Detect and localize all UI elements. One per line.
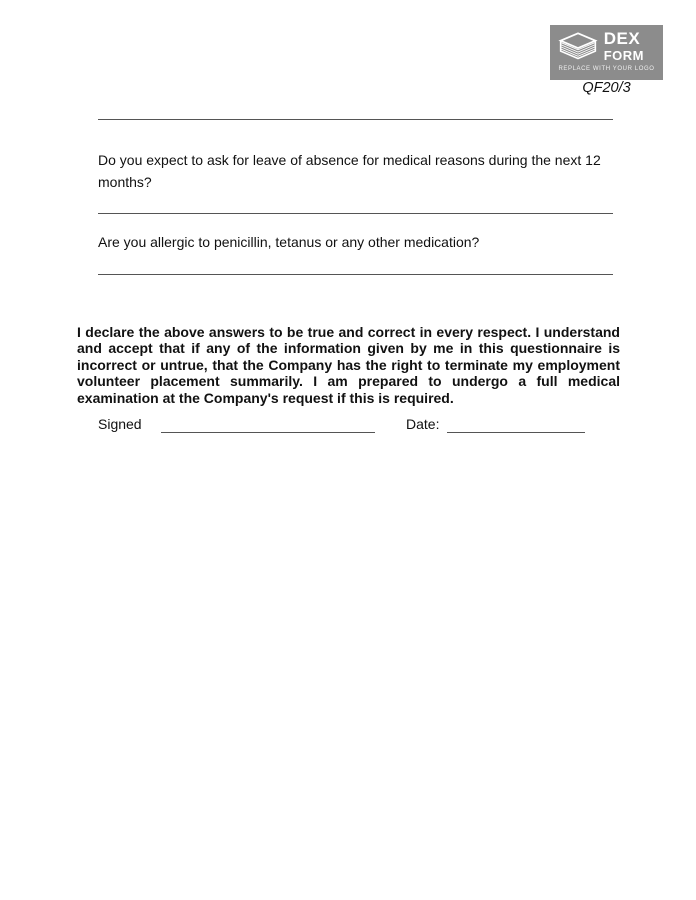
logo-tagline: REPLACE WITH YOUR LOGO xyxy=(558,66,655,72)
question-allergies: Are you allergic to penicillin, tetanus or any other medication? xyxy=(98,234,480,250)
answer-line-1[interactable] xyxy=(98,119,613,120)
date-label: Date: xyxy=(406,416,440,432)
answer-line-3[interactable] xyxy=(98,274,613,275)
form-code: QF20/3 xyxy=(582,80,631,96)
answer-line-2[interactable] xyxy=(98,213,613,214)
question-leave-of-absence: Do you expect to ask for leave of absence for medical reasons during the next 12 months? xyxy=(98,152,601,190)
logo-brand-dex: DEX xyxy=(603,29,641,48)
logo-brand-form: FORM xyxy=(603,48,644,63)
dexform-logo xyxy=(550,25,663,80)
signed-label: Signed xyxy=(98,416,142,432)
paper-stack-icon xyxy=(558,32,598,70)
signature-line[interactable] xyxy=(161,432,375,433)
declaration-paragraph: I declare the above answers to be true and correct in every respect. I understand and accept that if any of the information given by me in this questionnaire is incorrect or untrue, that the Company has the right to terminate my employment volunteer placement summarily. I am prepared to undergo a full medical examination at the Company's request if this is required. xyxy=(77,324,620,406)
date-line[interactable] xyxy=(447,432,585,433)
logo-brand xyxy=(604,30,644,62)
